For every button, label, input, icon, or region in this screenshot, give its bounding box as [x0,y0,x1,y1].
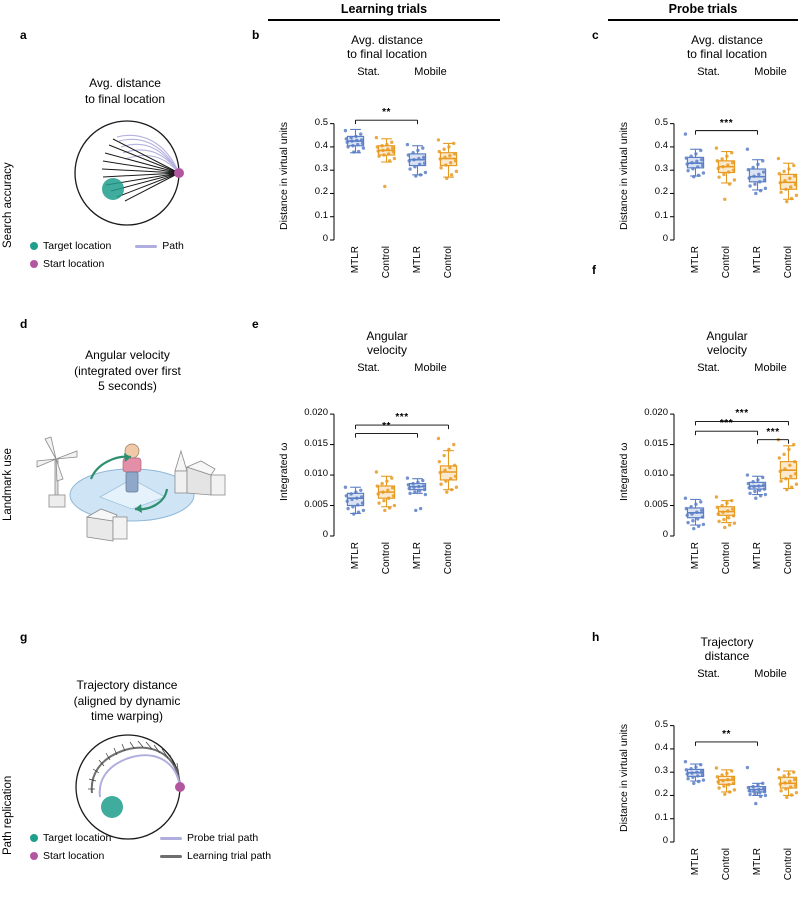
y-axis-title-b: Distance in virtual units [278,112,290,240]
box-h-0 [684,760,705,785]
plot-svg-f [616,330,800,592]
y-tick-label: 0.4 [630,742,668,753]
panel-g-caption-line1: Trajectory distance [77,678,178,692]
panel-a-arena-diagram [45,115,245,235]
legend-label-path: Path [162,240,184,252]
significance-bracket-c-0 [696,131,758,135]
plot-title-line: Avg. distance [351,33,423,47]
y-tick-label: 0.3 [630,765,668,776]
significance-bracket-b-0 [356,120,418,124]
panel-letter-b: b [252,28,259,42]
row-label-search-accuracy: Search accuracy [2,130,14,280]
x-tick-label-control: Control [381,246,392,278]
start-location-dot-icon [30,260,38,268]
y-tick-label: 0.5 [630,117,668,128]
learning-trial-path-line-icon [160,855,182,858]
y-tick-label: 0.5 [290,117,328,128]
panel-a-caption [20,76,230,107]
significance-label: ** [367,107,407,118]
legend-label-learning-trial-path: Learning trial path [187,850,271,862]
row-label-landmark-use: Landmark use [2,410,14,560]
panel-g-legend [30,832,271,862]
significance-label: *** [707,118,747,129]
group-label-stat-b: Stat. [338,66,400,78]
box-h-3 [777,768,798,799]
box-c-1 [715,146,736,201]
panel-g-caption-line2: (aligned by dynamic [74,694,181,708]
x-tick-label-control: Control [783,848,794,880]
plot-title-line: distance [705,649,750,663]
column-header-probe-label: Probe trials [608,2,798,16]
y-axis-title-f: Integrated ω [618,408,630,536]
significance-label: *** [382,412,422,423]
x-tick-label-mtlr: MTLR [690,542,701,569]
panel-d-landmark-diagram [25,405,240,545]
group-label-stat-e: Stat. [338,362,400,374]
box-f-1 [715,495,736,529]
plot-panel-h [616,636,800,896]
path-line-icon [135,245,157,248]
plot-svg-h [616,636,800,898]
box-c-3 [777,157,798,203]
x-tick-label-control: Control [721,246,732,278]
y-tick-label: 0.015 [630,438,668,449]
panel-g-schematic [16,678,246,851]
y-tick-label: 0.2 [630,788,668,799]
column-header-probe-rule [608,19,798,21]
group-label-stat-c: Stat. [678,66,740,78]
group-label-mobile-e: Mobile [400,362,462,374]
panel-letter-a: a [20,28,27,42]
row-label-path-replication: Path replication [2,740,14,890]
panel-d-caption-line1: Angular velocity [85,348,170,362]
plot-title-line: Avg. distance [691,33,763,47]
x-tick-label-mtlr: MTLR [690,246,701,273]
legend-label-start-location: Start location [43,850,104,862]
panel-a-caption-line2: to final location [85,92,165,106]
x-tick-label-control: Control [443,246,454,278]
panel-letter-e: e [252,317,259,331]
y-tick-label: 0.005 [630,499,668,510]
plot-panel-e [276,330,476,595]
box-f-3 [777,438,798,491]
x-tick-label-control: Control [381,542,392,574]
panel-letter-c: c [592,28,599,42]
y-tick-label: 0.010 [290,468,328,479]
y-tick-label: 0.2 [290,186,328,197]
panel-d-schematic [20,348,245,545]
box-e-1 [375,470,396,512]
x-tick-label-mtlr: MTLR [350,542,361,569]
legend-label-target-location: Target location [43,832,111,844]
x-tick-label-control: Control [721,542,732,574]
y-tick-label: 0 [630,835,668,846]
x-tick-label-mtlr: MTLR [752,542,763,569]
group-label-mobile-c: Mobile [740,66,800,78]
y-tick-label: 0.020 [630,407,668,418]
y-axis-title-c: Distance in virtual units [618,112,630,240]
plot-title-line: velocity [367,343,407,357]
box-b-2 [406,143,427,178]
y-tick-label: 0.2 [630,186,668,197]
group-label-stat-h: Stat. [678,668,740,680]
y-tick-label: 0.3 [290,163,328,174]
significance-bracket-f-0 [696,421,789,425]
box-h-2 [746,766,767,805]
panel-g-caption-line3: time warping) [91,709,163,723]
y-tick-label: 0.1 [290,210,328,221]
panel-letter-g: g [20,630,27,644]
panel-a-caption-line1: Avg. distance [89,76,161,90]
avatar-icon [123,444,141,492]
significance-label: ** [707,729,747,740]
box-b-3 [437,138,458,180]
panel-d-caption [20,348,235,395]
y-tick-label: 0 [630,233,668,244]
y-axis-title-h: Distance in virtual units [618,714,630,842]
group-label-stat-f: Stat. [678,362,740,374]
box-e-2 [406,476,427,512]
plot-svg-e [276,330,476,592]
significance-label: *** [753,427,793,438]
column-header-learning [268,2,500,21]
y-tick-label: 0.4 [630,140,668,151]
significance-label: ** [367,421,407,432]
significance-label: *** [707,418,747,429]
y-axis-title-e: Integrated ω [278,408,290,536]
box-c-0 [684,132,705,178]
significance-bracket-e-0 [356,425,449,429]
y-tick-label: 0 [630,529,668,540]
y-tick-label: 0.4 [290,140,328,151]
y-tick-label: 0.1 [630,210,668,221]
significance-bracket-f-2 [758,440,789,444]
significance-bracket-f-1 [696,431,758,435]
significance-bracket-h-0 [696,742,758,746]
probe-trial-path-line-icon [160,837,182,840]
box-b-1 [375,136,396,188]
significance-bracket-e-1 [356,434,418,438]
x-tick-label-control: Control [443,542,454,574]
panel-a-legend [30,240,184,270]
column-header-probe [608,2,798,21]
y-tick-label: 0.015 [290,438,328,449]
y-tick-label: 0.005 [290,499,328,510]
box-e-3 [437,437,458,494]
plot-title-line: Trajectory [701,635,754,649]
box-b-0 [344,129,365,154]
y-tick-label: 0 [290,529,328,540]
plot-panel-b [276,34,476,294]
target-location-dot-icon [30,242,38,250]
target-location-dot-icon [30,834,38,842]
y-tick-label: 0.3 [630,163,668,174]
panel-a-schematic [20,76,240,235]
column-header-learning-rule [268,19,500,21]
x-tick-label-mtlr: MTLR [350,246,361,273]
plot-title-line: velocity [707,343,747,357]
box-f-2 [746,473,767,500]
x-tick-label-mtlr: MTLR [752,848,763,875]
y-tick-label: 0.1 [630,812,668,823]
y-tick-label: 0 [290,233,328,244]
box-c-2 [746,148,767,196]
plot-title-line: Angular [366,329,407,343]
plot-title-line: to final location [347,47,427,61]
group-label-mobile-b: Mobile [400,66,462,78]
start-location-dot-icon [30,852,38,860]
x-tick-label-mtlr: MTLR [412,542,423,569]
y-tick-label: 0.5 [630,719,668,730]
panel-g-caption [16,678,238,725]
legend-label-probe-trial-path: Probe trial path [187,832,258,844]
plot-panel-f [616,330,800,595]
panel-letter-d: d [20,317,27,331]
church-icon [175,451,225,495]
legend-label-target-location: Target location [43,240,111,252]
group-label-mobile-f: Mobile [740,362,800,374]
box-f-0 [684,497,705,531]
panel-letter-f: f [592,263,596,277]
x-tick-label-mtlr: MTLR [752,246,763,273]
panel-d-caption-line2: (integrated over first [74,364,181,378]
group-label-mobile-h: Mobile [740,668,800,680]
x-tick-label-control: Control [783,542,794,574]
plot-svg-c [616,34,800,296]
x-tick-label-mtlr: MTLR [412,246,423,273]
x-tick-label-control: Control [783,246,794,278]
y-tick-label: 0.020 [290,407,328,418]
legend-label-start-location: Start location [43,258,104,270]
plot-svg-b [276,34,476,296]
plot-panel-c [616,34,800,294]
panel-letter-h: h [592,630,599,644]
plot-title-line: to final location [687,47,767,61]
significance-label: *** [722,408,762,419]
x-tick-label-mtlr: MTLR [690,848,701,875]
column-header-learning-label: Learning trials [268,2,500,16]
panel-d-caption-line3: 5 seconds) [98,379,157,393]
x-tick-label-control: Control [721,848,732,880]
y-tick-label: 0.010 [630,468,668,479]
plot-title-line: Angular [706,329,747,343]
box-e-0 [344,486,365,516]
box-h-1 [715,766,736,796]
